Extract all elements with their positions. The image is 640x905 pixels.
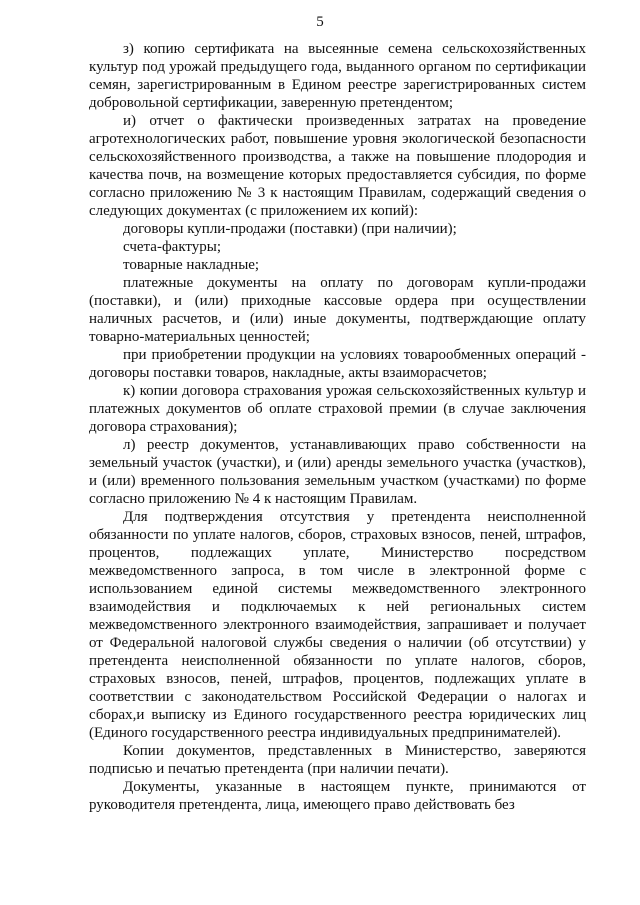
list-item-payment-documents: платежные документы на оплату по договорам купли-продажи (поставки), и (или) приходные кассовые ордера при осуществлении наличных расчетов, и (или) иные документы, подтверждающие оплату товарно-материальных ценностей;	[89, 275, 586, 345]
paragraph-item-l: л) реестр документов, устанавливающих право собственности на земельный участок (участки), и (или) аренды земельного участка (участков), и (или) временного пользования земельным участком (участками) по форме согласно приложению № 4 к настоящим Правилам.	[89, 437, 586, 507]
list-item-barter: при приобретении продукции на условиях товарообменных операций - договоры поставки товаров, накладные, акты взаиморасчетов;	[89, 347, 586, 381]
page-number: 5	[316, 14, 324, 30]
document-body	[89, 40, 586, 814]
list-item-invoices: счета-фактуры;	[123, 239, 222, 255]
paragraph-documents-acceptance: Документы, указанные в настоящем пункте, принимаются от руководителя претендента, лица, имеющего право действовать без	[89, 779, 586, 813]
paragraph-item-i: и) отчет о фактически произведенных затратах на проведение агротехнологических работ, повышение уровня экологической безопасности сельскохозяйственного производства, а также на повышение плодородия и качества почв, на возмещение которых предоставляется субсидия, по форме согласно приложению № 3 к настоящим Правилам, содержащий сведения о следующих документах (с приложением их копий):	[89, 113, 586, 219]
paragraph-certified-copies: Копии документов, представленных в Министерство, заверяются подписью и печатью претендента (при наличии печати).	[89, 743, 586, 777]
paragraph-item-z: з) копию сертификата на высеянные семена сельскохозяйственных культур под урожай предыдущего года, выданного органом по сертификации семян, зарегистрированным в Едином реестре зарегистрированных систем добровольной сертификации, заверенную претендентом;	[89, 41, 586, 111]
list-item-contracts: договоры купли-продажи (поставки) (при наличии);	[123, 221, 457, 237]
paragraph-tax-verification: Для подтверждения отсутствия у претендента неисполненной обязанности по уплате налогов, сборов, страховых взносов, пеней, штрафов, процентов, подлежащих уплате, Министерство посредством межведомственного запроса, в том числе в электронной форме с использованием единой системы межведомственного электронного взаимодействия и подключаемых к ней региональных систем межведомственного электронного взаимодействия, запрашивает и получает от Федеральной налоговой службы сведения о наличии (об отсутствии) у претендента неисполненной обязанности по уплате налогов, сборов, страховых взносов, пеней, штрафов, процентов, подлежащих уплате в соответствии с законодательством Российской Федерации о налогах и сборах,и выписку из Единого государственного реестра юридических лиц (Единого государственного реестра индивидуальных предпринимателей).	[89, 509, 586, 741]
list-item-waybills: товарные накладные;	[123, 257, 260, 273]
paragraph-item-k: к) копии договора страхования урожая сельскохозяйственных культур и платежных документов об оплате страховой премии (в случае заключения договора страхования);	[89, 383, 586, 435]
